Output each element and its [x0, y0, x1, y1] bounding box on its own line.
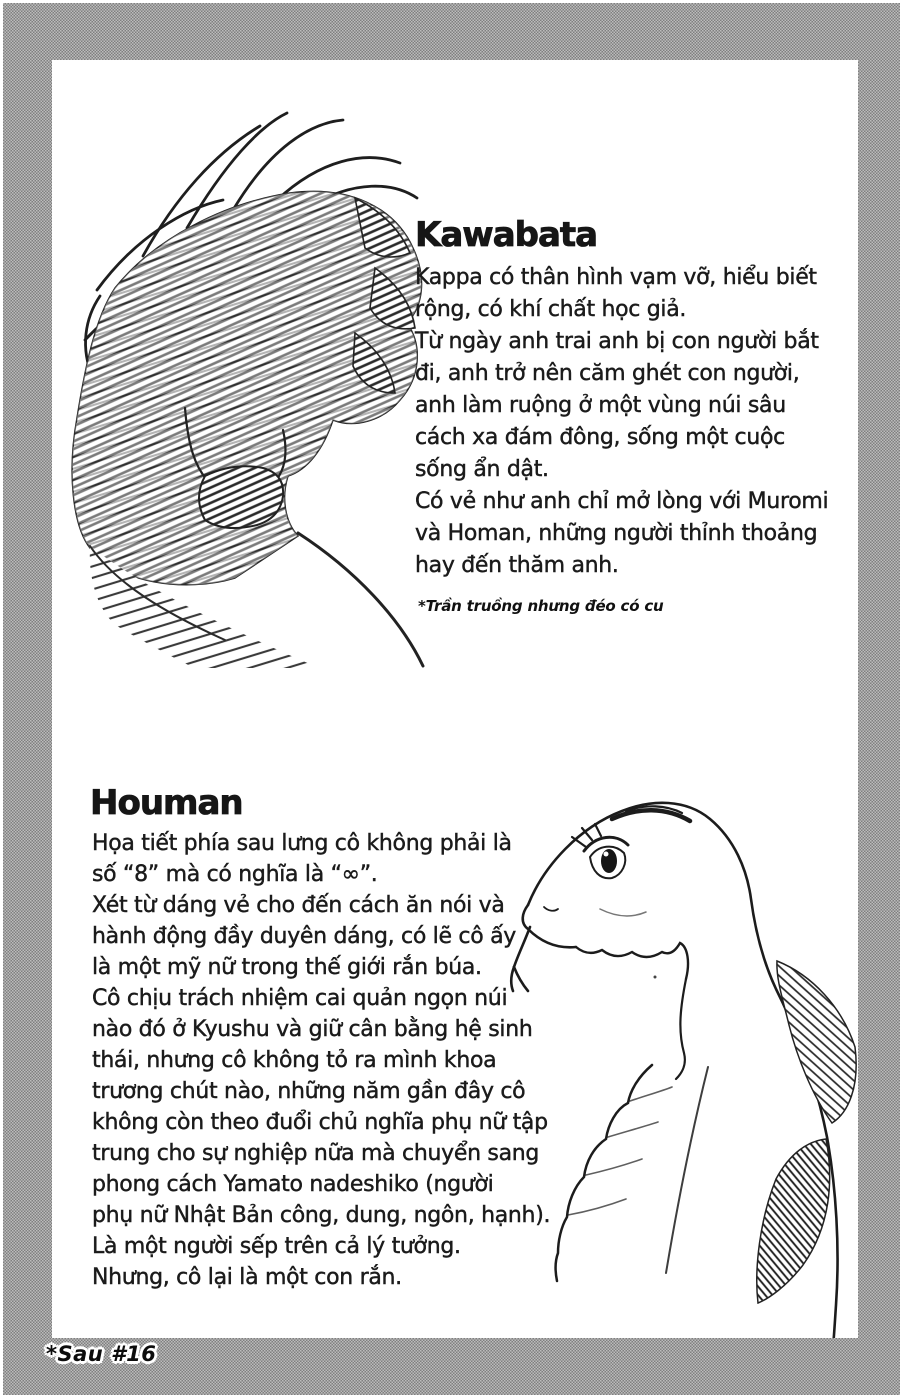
houman-line: hành động đầy duyên dáng, có lẽ cô ấy	[92, 924, 516, 949]
kawabata-kappa-sketch	[55, 78, 425, 668]
houman-snake-sketch	[500, 795, 858, 1338]
houman-line: trung cho sự nghiệp nữa mà chuyển sang	[92, 1141, 540, 1166]
kawabata-line: Kappa có thân hình vạm vỡ, hiểu biết	[415, 265, 817, 290]
houman-line: không còn theo đuổi chủ nghĩa phụ nữ tập	[92, 1110, 548, 1135]
houman-line: Xét từ dáng vẻ cho đến cách ăn nói và	[92, 893, 505, 918]
houman-line: Là một người sếp trên cả lý tưởng.	[92, 1234, 461, 1259]
houman-line: Họa tiết phía sau lưng cô không phải là	[92, 831, 512, 856]
kawabata-line: cách xa đám đông, sống một cuộc	[415, 425, 785, 450]
kawabata-line: và Homan, những người thỉnh thoảng	[415, 521, 818, 546]
kawabata-line: Từ ngày anh trai anh bị con người bắt	[415, 329, 819, 354]
houman-title: Houman	[90, 783, 243, 823]
page-footer-label: *Sau #16	[46, 1342, 157, 1366]
houman-line: Nhưng, cô lại là một con rắn.	[92, 1265, 402, 1290]
kawabata-line: anh làm ruộng ở một vùng núi sâu	[415, 393, 786, 418]
kawabata-line: sống ẩn dật.	[415, 457, 549, 482]
houman-line: số “8” mà có nghĩa là “∞”.	[92, 862, 378, 887]
houman-line: thái, nhưng cô không tỏ ra mình khoa	[92, 1048, 497, 1073]
houman-line: là một mỹ nữ trong thế giới rắn búa.	[92, 955, 482, 980]
kawabata-line: Có vẻ như anh chỉ mở lòng với Muromi	[415, 489, 829, 514]
kawabata-line: rộng, có khí chất học giả.	[415, 297, 687, 322]
houman-line: nào đó ở Kyushu và giữ cân bằng hệ sinh	[92, 1017, 533, 1042]
kawabata-footnote: *Trần truồng nhưng đéo có cu	[418, 597, 664, 615]
houman-line: phong cách Yamato nadeshiko (người	[92, 1172, 494, 1197]
houman-line: phụ nữ Nhật Bản công, dung, ngôn, hạnh).	[92, 1203, 551, 1228]
kawabata-description	[415, 262, 857, 582]
kawabata-line: hay đến thăm anh.	[415, 553, 619, 578]
kawabata-line: đi, anh trở nên căm ghét con người,	[415, 361, 800, 386]
houman-description	[92, 828, 567, 1293]
page-panel	[52, 60, 858, 1338]
kawabata-title: Kawabata	[415, 215, 598, 255]
houman-line: trương chút nào, những năm gần đây cô	[92, 1079, 526, 1104]
houman-line: Cô chịu trách nhiệm cai quản ngọn núi	[92, 986, 508, 1011]
